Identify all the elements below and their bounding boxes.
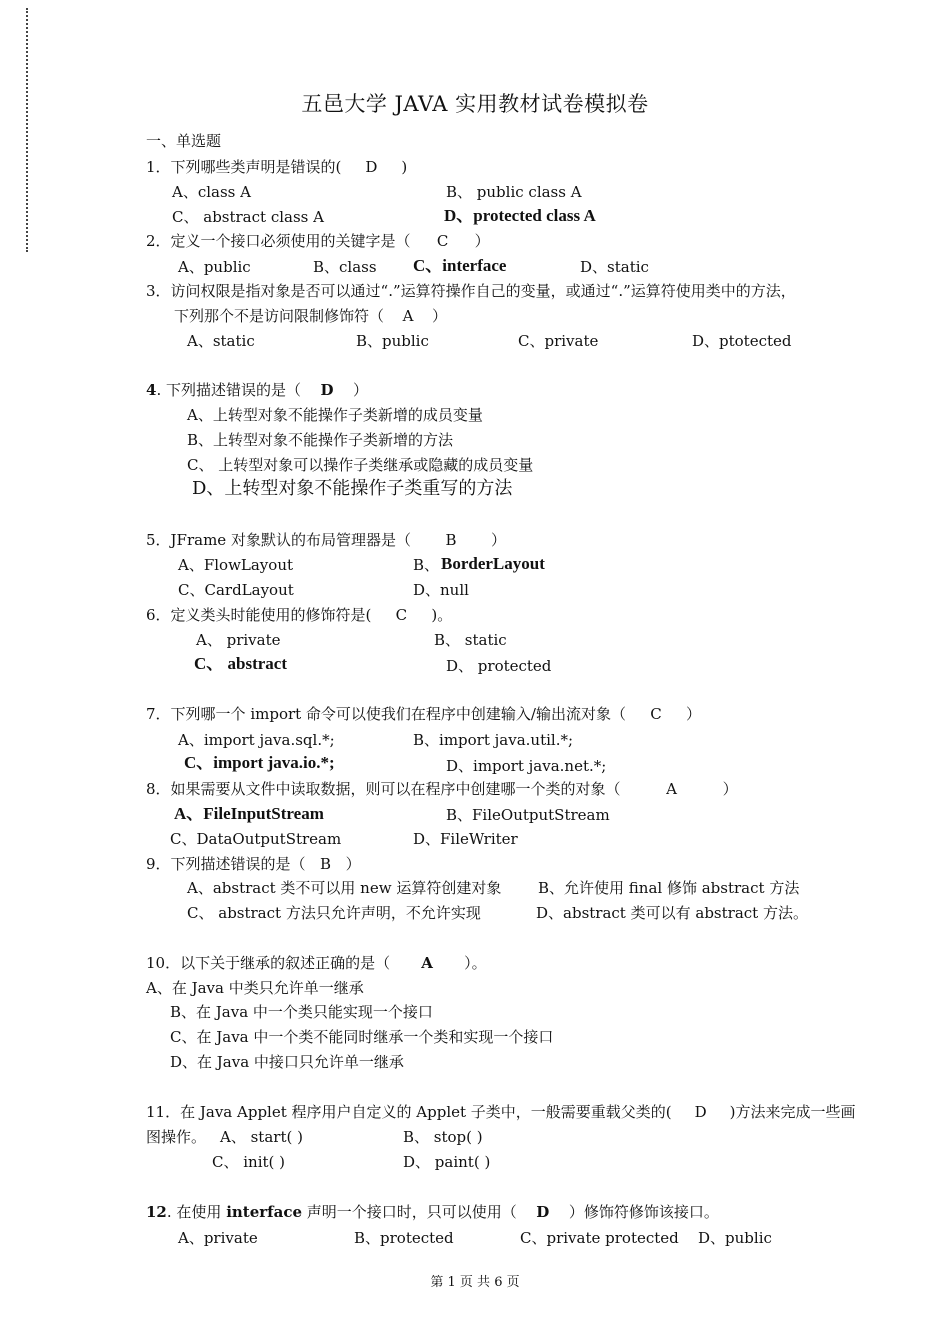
option-c: C、 abstract — [194, 654, 288, 673]
question-3-line2 — [174, 309, 447, 324]
question-11 — [146, 1105, 856, 1120]
option-a: A、在 Java 中类只允许单一继承 — [146, 979, 364, 997]
question-stem: 定义一个接口必须使用的关键字是（ — [170, 232, 411, 250]
question-number: 3． — [146, 282, 171, 300]
question-stem: 以下关于继承的叙述正确的是（ — [180, 954, 391, 972]
option-d: D、null — [413, 581, 469, 599]
page-footer: 第 1 页 共 6 页 — [430, 1275, 520, 1290]
option-b: B、 public class A — [446, 183, 582, 201]
question-12 — [146, 1205, 719, 1220]
question-close: ） — [432, 307, 448, 325]
option-c: C、import java.io.*; — [184, 753, 335, 772]
question-4 — [146, 383, 368, 398]
option-d: D、 protected — [446, 657, 552, 675]
option-a: A、FileInputStream — [174, 804, 324, 823]
option-c: C、 init( ) — [212, 1153, 286, 1171]
question-close: ）。 — [464, 954, 487, 972]
question-number: 2． — [146, 232, 171, 250]
option-d: D、import java.net.*; — [446, 757, 607, 775]
question-number: 8． — [146, 780, 171, 798]
question-5 — [146, 533, 506, 548]
option-b-label: B、 — [413, 556, 440, 574]
option-b: B、 stop( ) — [403, 1128, 483, 1146]
question-close: ） — [722, 780, 738, 798]
answer: B — [445, 531, 457, 549]
answer: D — [536, 1203, 550, 1221]
answer: D — [365, 158, 378, 176]
option-d: D、ptotected — [692, 332, 792, 350]
option-a: A、 private — [196, 631, 281, 649]
answer: B — [320, 855, 332, 873]
answer: A — [421, 954, 433, 972]
option-a: A、FlowLayout — [178, 556, 294, 574]
option-d: D、abstract 类可以有 abstract 方法。 — [536, 904, 808, 922]
option-d: D、上转型对象不能操作子类重写的方法 — [192, 478, 513, 499]
option-b: B、FileOutputStream — [446, 806, 610, 824]
option-c: C、private protected — [520, 1229, 679, 1247]
question-stem: 访问权限是指对象是否可以通过“.”运算符操作自己的变量，或通过“.”运算符使用类中的方法， — [170, 282, 796, 300]
question-close: ） — [345, 855, 361, 873]
option-a: A、abstract 类不可以用 new 运算符创建对象 — [187, 879, 502, 897]
question-stem: 下列描述错误的是（ — [161, 381, 301, 399]
question-dot: . — [166, 1203, 172, 1221]
question-close: ）修饰符修饰该接口。 — [568, 1203, 719, 1221]
question-8 — [146, 782, 738, 797]
question-number: 1． — [146, 158, 171, 176]
option-b: B、允许使用 final 修饰 abstract 方法 — [538, 879, 800, 897]
question-9 — [146, 857, 361, 872]
question-10 — [146, 956, 487, 971]
question-close: ) — [401, 158, 408, 176]
question-close: ） — [490, 531, 506, 549]
question-6 — [146, 608, 452, 623]
question-close: )方法来完成一些画 — [729, 1103, 856, 1121]
question-stem: 下列描述错误的是（ — [170, 855, 306, 873]
question-number: 4 — [146, 381, 157, 399]
answer: D — [694, 1103, 707, 1121]
question-number: 12 — [146, 1203, 167, 1221]
option-c: C、CardLayout — [178, 581, 294, 599]
question-number: 10． — [146, 954, 181, 972]
option-b: B、protected — [354, 1229, 454, 1247]
answer: C — [650, 705, 662, 723]
answer: A — [402, 307, 414, 325]
option-b: B、 static — [434, 631, 507, 649]
option-a: A、 start( ) — [220, 1128, 303, 1146]
question-stem: 声明一个接口时，只可以使用（ — [302, 1203, 517, 1221]
option-b: B、class — [313, 258, 377, 276]
question-11-line2: 图操作。 — [146, 1128, 207, 1146]
question-close: ） — [686, 705, 702, 723]
question-close: ） — [353, 381, 369, 399]
section-heading: 一、单选题 — [146, 132, 222, 150]
answer: A — [666, 780, 677, 798]
question-number: 5． — [146, 531, 171, 549]
question-close: )。 — [431, 606, 453, 624]
option-c: C、 abstract 方法只允许声明，不允许实现 — [187, 904, 481, 922]
option-a: A、上转型对象不能操作子类新增的成员变量 — [187, 406, 483, 424]
question-keyword: interface — [226, 1203, 303, 1221]
option-c: C、在 Java 中一个类不能同时继承一个类和实现一个接口 — [170, 1028, 554, 1046]
option-b: BorderLayout — [441, 554, 545, 573]
question-stem: 如果需要从文件中读取数据，则可以在程序中创建哪一个类的对象（ — [170, 780, 621, 798]
option-c: C、interface — [413, 256, 507, 275]
question-7 — [146, 707, 701, 722]
option-d: D、在 Java 中接口只允许单一继承 — [170, 1053, 404, 1071]
option-c: C、DataOutputStream — [170, 830, 342, 848]
option-c: C、 上转型对象可以操作子类继承或隐藏的成员变量 — [187, 456, 534, 474]
option-a: A、class A — [172, 183, 251, 201]
binding-margin-line — [26, 8, 28, 252]
answer: C — [436, 232, 449, 250]
option-d: D、static — [580, 258, 649, 276]
question-3 — [146, 284, 796, 299]
question-stem: 下列那个不是访问限制修饰符（ — [174, 307, 385, 325]
question-stem: 下列哪些类声明是错误的( — [170, 158, 342, 176]
question-2 — [146, 234, 490, 249]
option-b: B、在 Java 中一个类只能实现一个接口 — [170, 1003, 433, 1021]
option-b: B、public — [356, 332, 429, 350]
option-c: C、private — [518, 332, 599, 350]
answer: C — [395, 606, 408, 624]
option-a: A、static — [187, 332, 255, 350]
page-title: 五邑大学 JAVA 实用教材试卷模拟卷 — [301, 92, 649, 116]
question-dot: . — [156, 381, 162, 399]
question-number: 7． — [146, 705, 171, 723]
question-close: ） — [474, 232, 490, 250]
answer: D — [320, 381, 334, 399]
question-1 — [146, 160, 407, 175]
option-d: D、public — [698, 1229, 772, 1247]
question-stem: 定义类头时能使用的修饰符是( — [170, 606, 372, 624]
option-a: A、private — [178, 1229, 258, 1247]
option-d: D、protected class A — [444, 206, 596, 225]
option-b: B、import java.util.*; — [413, 731, 574, 749]
question-stem: 在使用 — [171, 1203, 227, 1221]
question-stem: JFrame 对象默认的布局管理器是（ — [170, 531, 411, 549]
question-number: 6． — [146, 606, 171, 624]
option-d: D、 paint( ) — [403, 1153, 491, 1171]
question-stem: 在 Java Applet 程序用户自定义的 Applet 子类中，一般需要重载父类的( — [180, 1103, 672, 1121]
question-number: 9． — [146, 855, 171, 873]
question-stem: 下列哪一个 import 命令可以使我们在程序中创建输入/输出流对象（ — [170, 705, 626, 723]
option-d: D、FileWriter — [413, 830, 518, 848]
option-a: A、public — [178, 258, 251, 276]
option-c: C、 abstract class A — [172, 208, 324, 226]
question-number: 11． — [146, 1103, 181, 1121]
option-b: B、上转型对象不能操作子类新增的方法 — [187, 431, 454, 449]
option-a: A、import java.sql.*; — [178, 731, 335, 749]
